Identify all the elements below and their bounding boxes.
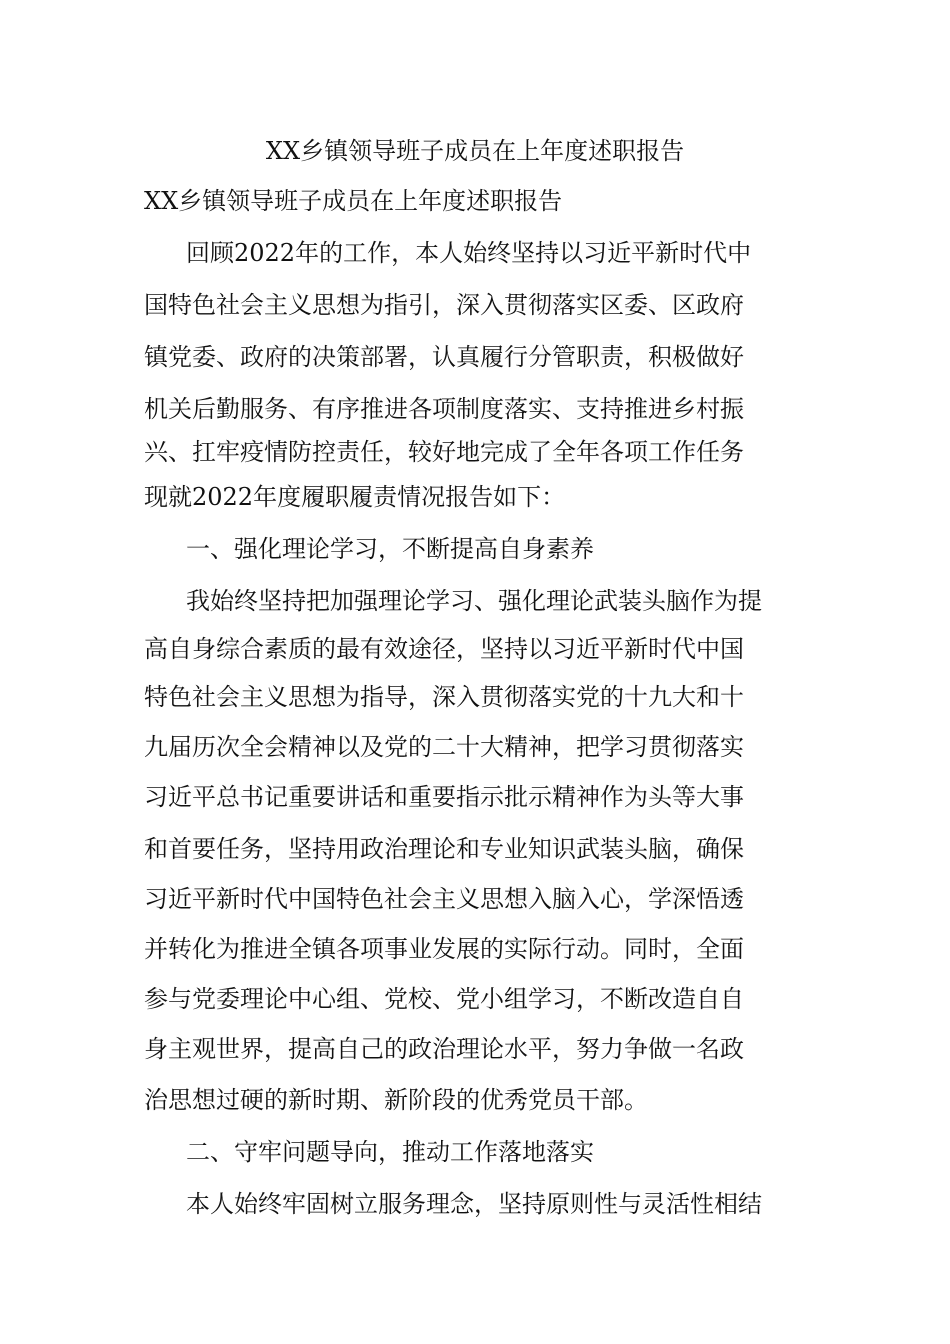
paragraph-line: 九届历次全会精神以及党的二十大精神，把学习贯彻落实 (144, 733, 744, 761)
document-subtitle: XX乡镇领导班子成员在上年度述职报告 (144, 187, 563, 215)
paragraph-line: 国特色社会主义思想为指引，深入贯彻落实区委、区政府 (144, 291, 744, 319)
document-title: XX乡镇领导班子成员在上年度述职报告 (265, 137, 685, 165)
paragraph-line: 治思想过硬的新时期、新阶段的优秀党员干部。 (144, 1086, 648, 1114)
paragraph-line: 兴、扛牢疫情防控责任，较好地完成了全年各项工作任务 (144, 438, 744, 466)
paragraph-line: 习近平总书记重要讲话和重要指示批示精神作为头等大事 (144, 783, 744, 811)
paragraph-line: 回顾2022年的工作，本人始终坚持以习近平新时代中 (186, 239, 752, 267)
paragraph-line: 本人始终牢固树立服务理念，坚持原则性与灵活性相结 (186, 1190, 762, 1218)
paragraph-line: 并转化为推进全镇各项事业发展的实际行动。同时，全面 (144, 935, 744, 963)
section-heading: 一、强化理论学习，不断提高自身素养 (186, 535, 594, 563)
paragraph-line: 机关后勤服务、有序推进各项制度落实、支持推进乡村振 (144, 395, 744, 423)
paragraph-line: 和首要任务，坚持用政治理论和专业知识武装头脑，确保 (144, 835, 744, 863)
paragraph-line: 参与党委理论中心组、党校、党小组学习，不断改造自自 (144, 985, 744, 1013)
section-heading: 二、守牢问题导向，推动工作落地落实 (186, 1138, 594, 1166)
paragraph-line: 高自身综合素质的最有效途径，坚持以习近平新时代中国 (144, 635, 744, 663)
paragraph-line: 身主观世界，提高自己的政治理论水平，努力争做一名政 (144, 1035, 744, 1063)
paragraph-line: 镇党委、政府的决策部署，认真履行分管职责，积极做好 (144, 343, 744, 371)
paragraph-line: 现就2022年度履职履责情况报告如下： (144, 483, 566, 511)
paragraph-line: 习近平新时代中国特色社会主义思想入脑入心，学深悟透 (144, 885, 744, 913)
paragraph-line: 我始终坚持把加强理论学习、强化理论武装头脑作为提 (186, 587, 762, 615)
paragraph-line: 特色社会主义思想为指导，深入贯彻落实党的十九大和十 (144, 683, 744, 711)
